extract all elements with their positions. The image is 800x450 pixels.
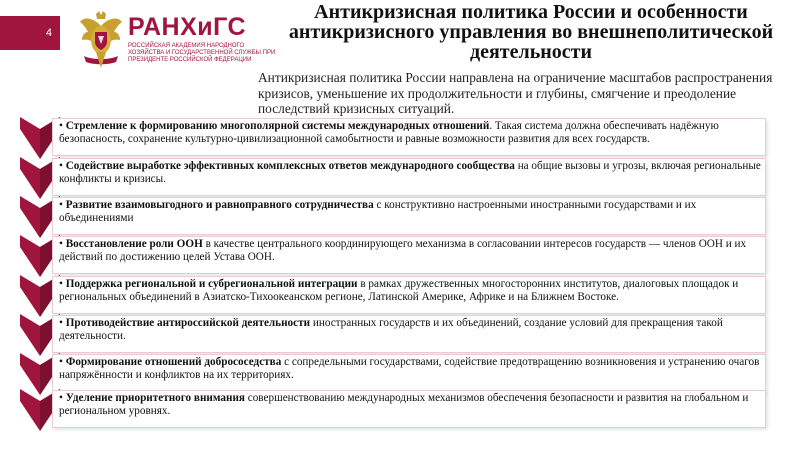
page-number: 4 [45, 27, 52, 39]
item-text: • Стремление к формированию многополярной системы международных отношений. Такая система должна обеспечивать надёжную безопасность, сохранение культурно-цивилизационной самобытности и равные возможности развития для всех государств. [59, 120, 719, 145]
list-item [0, 275, 800, 317]
item-card [52, 236, 766, 274]
item-card [52, 158, 766, 196]
item-heading: Содействие выработке эффективных комплексных ответов международного сообщества [65, 160, 515, 172]
item-heading: Уделение приоритетного внимания [65, 392, 245, 404]
item-description: . Такая система должна обеспечивать надёжную безопасность, сохранение культурно-цивилизационной самобытности и равные возможности развития для всех государств. [59, 120, 719, 145]
logo-subtitle: РОССИЙСКАЯ АКАДЕМИЯ НАРОДНОГО ХОЗЯЙСТВА И ГОСУДАРСТВЕННОЙ СЛУЖБЫ ПРИ ПРЕЗИДЕНТЕ РОССИЙСКОЙ ФЕДЕРАЦИИ [128, 43, 276, 64]
list-item [0, 314, 800, 356]
list-item [0, 196, 800, 238]
list-item [0, 157, 800, 199]
item-card [52, 197, 766, 235]
item-card [52, 118, 766, 156]
item-description: с сопредельными государствами, содействие предотвращению возникновения и устранению очагов напряжённости и конфликтов на их территориях. [59, 356, 760, 381]
list-item [0, 389, 800, 431]
item-heading: Восстановление роли ООН [65, 238, 203, 250]
item-description: с конструктивно настроенными иностранными государствами и их объединениями [59, 199, 697, 224]
item-text: • Содействие выработке эффективных комплексных ответов международного сообщества на общие вызовы и угрозы, включая региональные конфликты и кризисы. [59, 160, 761, 185]
logo-name: РАНХиГС [128, 13, 247, 41]
list-item [0, 235, 800, 277]
item-heading: Развитие взаимовыгодного и равноправного сотрудничества [65, 199, 374, 211]
item-heading: Формирование отношений добрососедства [65, 356, 282, 368]
slide-title: Антикризисная политика России и особенности антикризисного управления во внешнеполитической деятельности [288, 1, 774, 63]
item-description: в рамках дружественных многосторонних институтов, диалоговых площадок и региональных объединений в Азиатско-Тихоокеанском регионе, Латинской Америке, Африке и на Ближнем Востоке. [59, 278, 739, 303]
item-text: • Формирование отношений добрососедства с сопредельными государствами, содействие предотвращению возникновения и устранению очагов напряжённости и конфликтов на их территориях. [59, 356, 760, 381]
item-description: на общие вызовы и угрозы, включая региональные конфликты и кризисы. [59, 160, 761, 185]
item-text: • Поддержка региональной и субрегиональной интеграции в рамках дружественных многосторонних институтов, диалоговых площадок и региональных объединений в Азиатско-Тихоокеанском регионе, Латинской Америке, Африке и на Ближнем Востоке. [59, 278, 739, 303]
item-text: • Противодействие антироссийской деятельности иностранных государств и их объединений, создание условий для прекращения такой деятельности. [59, 317, 723, 342]
item-card [52, 315, 766, 353]
list-item [0, 117, 800, 159]
item-description: совершенствованию международных механизмов обеспечения безопасности и развития на глобальном и региональном уровнях. [59, 392, 749, 417]
item-card [52, 354, 766, 392]
item-text: • Уделение приоритетного внимания совершенствованию международных механизмов обеспечения безопасности и развития на глобальном и региональном уровнях. [59, 392, 749, 417]
item-card [52, 390, 766, 428]
item-heading: Противодействие антироссийской деятельности [65, 317, 311, 329]
item-heading: Поддержка региональной и субрегиональной интеграции [65, 278, 358, 290]
item-description: иностранных государств и их объединений, создание условий для прекращения такой деятельности. [59, 317, 723, 342]
item-card [52, 276, 766, 314]
item-text: • Развитие взаимовыгодного и равноправного сотрудничества с конструктивно настроенными иностранными государствами и их объединениями [59, 199, 697, 224]
item-heading: Стремление к формированию многополярной системы международных отношений [65, 120, 490, 132]
item-text: • Восстановление роли ООН в качестве центрального координирующего механизма в согласовании интересов государств — членов ООН и их действий по достижению целей Устава ООН. [59, 238, 747, 263]
item-description: в качестве центрального координирующего механизма в согласовании интересов государств — членов ООН и их действий по достижению целей Устава ООН. [59, 238, 747, 263]
intro-paragraph: Антикризисная политика России направлена на ограничение масштабов распространения кризисов, уменьшение их продолжительности и глубины, смягчение и преодоление последствий кризисных ситуаций. [258, 70, 773, 116]
